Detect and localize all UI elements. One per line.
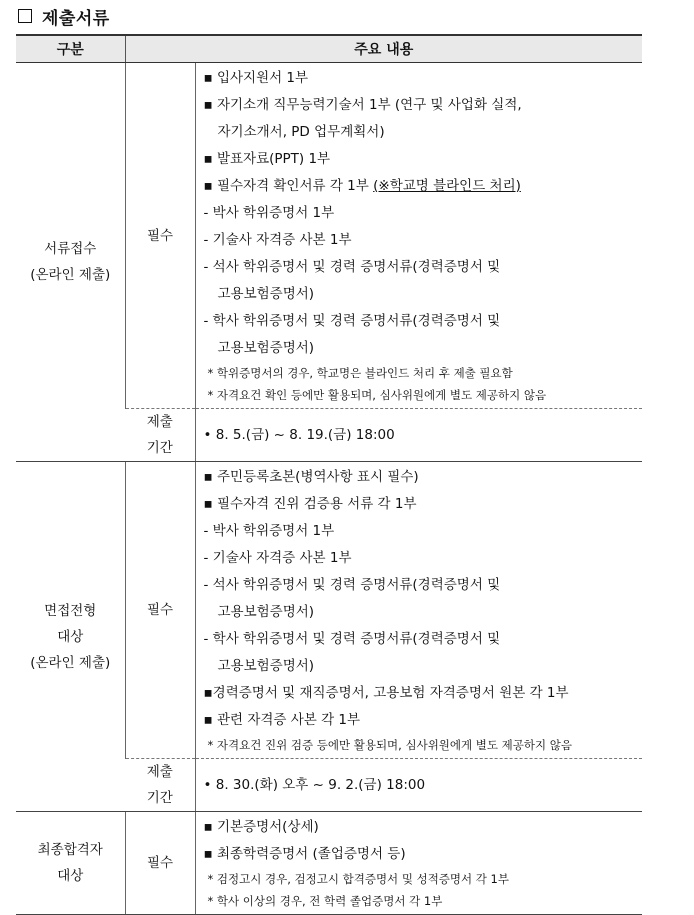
content-line bbox=[204, 65, 643, 92]
line-text: ▪ 자기소개 직무능력기술서 1부 (연구 및 사업화 실적, bbox=[203, 97, 522, 113]
line-text: * 자격요건 진위 검증 등에만 활용되며, 심사위원에게 별도 제공하지 않음 bbox=[207, 738, 572, 752]
content-line bbox=[204, 518, 643, 545]
content-line bbox=[204, 119, 643, 146]
content-line bbox=[204, 146, 643, 173]
content-line bbox=[204, 227, 643, 254]
line-text: - 석사 학위증명서 및 경력 증명서류(경력증명서 및 bbox=[203, 577, 501, 593]
category-cell bbox=[16, 63, 125, 462]
content-line bbox=[204, 92, 643, 119]
line-text: - 박사 학위증명서 1부 bbox=[203, 205, 335, 221]
table-row bbox=[16, 63, 642, 409]
header-content: 주요 내용 bbox=[125, 35, 642, 63]
note-line bbox=[204, 734, 643, 756]
line-text: - 기술사 자격증 사본 1부 bbox=[203, 550, 352, 566]
line-text: - 학사 학위증명서 및 경력 증명서류(경력증명서 및 bbox=[203, 313, 501, 329]
content-line bbox=[204, 491, 643, 518]
category-text: (온라인 제출) bbox=[30, 654, 111, 671]
line-text: * 학위증명서의 경우, 학교명은 블라인드 처리 후 제출 필요함 bbox=[207, 366, 513, 380]
line-text: - 석사 학위증명서 및 경력 증명서류(경력증명서 및 bbox=[203, 259, 501, 275]
required-content bbox=[195, 812, 642, 915]
category-text: 서류접수 bbox=[44, 241, 97, 257]
table-row bbox=[16, 462, 642, 759]
line-text: * 학사 이상의 경우, 전 학력 졸업증명서 각 1부 bbox=[207, 894, 443, 908]
content-line bbox=[204, 308, 643, 335]
content-line bbox=[204, 626, 643, 653]
period-text: • 8. 5.(금) ~ 8. 19.(금) 18:00 bbox=[203, 426, 395, 443]
category-cell bbox=[16, 462, 125, 812]
content-line bbox=[204, 335, 643, 362]
line-text: ▪ 필수자격 진위 검증용 서류 각 1부 bbox=[203, 496, 417, 512]
line-text: ▪경력증명서 및 재직증명서, 고용보험 자격증명서 원본 각 1부 bbox=[203, 685, 569, 701]
content-line bbox=[204, 680, 643, 707]
required-content bbox=[195, 63, 642, 409]
checkbox-square-icon bbox=[18, 9, 32, 23]
line-text: 고용보험증명서) bbox=[217, 286, 315, 302]
line-text: 자기소개서, PD 업무계획서) bbox=[217, 124, 385, 140]
period-value bbox=[195, 759, 642, 812]
line-text: ▪ 입사지원서 1부 bbox=[203, 70, 309, 86]
table-body bbox=[16, 63, 642, 915]
table-header-row bbox=[16, 35, 642, 63]
content-line bbox=[204, 464, 643, 491]
content-line bbox=[204, 254, 643, 281]
content-line bbox=[204, 599, 643, 626]
content-line bbox=[204, 200, 643, 227]
line-text: ▪ 발표자료(PPT) 1부 bbox=[203, 151, 331, 167]
line-text: * 자격요건 확인 등에만 활용되며, 심사위원에게 별도 제공하지 않음 bbox=[207, 388, 547, 402]
period-label-text: 제출 bbox=[146, 764, 173, 780]
category-text: (온라인 제출) bbox=[30, 267, 111, 283]
content-line bbox=[204, 841, 643, 868]
line-text: - 기술사 자격증 사본 1부 bbox=[203, 232, 352, 248]
line-text: ▪ 최종학력증명서 (졸업증명서 등) bbox=[203, 846, 406, 862]
category-text: 대상 bbox=[57, 868, 84, 884]
category-text: 대상 bbox=[57, 628, 84, 645]
period-label bbox=[125, 409, 195, 462]
period-label-text: 기간 bbox=[146, 440, 173, 456]
note-line bbox=[204, 868, 643, 890]
line-text: ▪ 필수자격 확인서류 각 1부 bbox=[203, 178, 374, 194]
content-line bbox=[204, 707, 643, 734]
content-line bbox=[204, 653, 643, 680]
category-cell bbox=[16, 812, 125, 915]
category-text: 최종합격자 bbox=[37, 842, 103, 858]
period-label-text: 기간 bbox=[146, 790, 173, 806]
note-line bbox=[204, 384, 643, 406]
line-text: ▪ 주민등록초본(병역사항 표시 필수) bbox=[203, 469, 419, 485]
documents-table bbox=[16, 34, 642, 915]
content-line bbox=[204, 572, 643, 599]
line-text: ▪ 관련 자격증 사본 각 1부 bbox=[203, 712, 361, 728]
required-label: 필수 bbox=[125, 63, 195, 409]
category-text: 면접전형 bbox=[44, 602, 97, 619]
line-text: 고용보험증명서) bbox=[217, 604, 315, 620]
line-text: 고용보험증명서) bbox=[217, 340, 315, 356]
line-text: * 검정고시 경우, 검정고시 합격증명서 및 성적증명서 각 1부 bbox=[207, 872, 509, 886]
content-line bbox=[204, 281, 643, 308]
line-text: - 박사 학위증명서 1부 bbox=[203, 523, 335, 539]
required-content bbox=[195, 462, 642, 759]
content-line bbox=[204, 545, 643, 572]
content-line bbox=[204, 173, 643, 200]
line-text: 고용보험증명서) bbox=[217, 658, 315, 674]
period-label-text: 제출 bbox=[146, 414, 173, 430]
section-title-text: 제출서류 bbox=[42, 8, 110, 29]
line-text: ▪ 기본증명서(상세) bbox=[203, 819, 319, 835]
required-label: 필수 bbox=[125, 812, 195, 915]
note-line bbox=[204, 362, 643, 384]
period-label bbox=[125, 759, 195, 812]
period-text: • 8. 30.(화) 오후 ~ 9. 2.(금) 18:00 bbox=[203, 776, 426, 793]
underlined-note: (※학교명 블라인드 처리) bbox=[373, 178, 521, 194]
content-line bbox=[204, 814, 643, 841]
line-text: - 학사 학위증명서 및 경력 증명서류(경력증명서 및 bbox=[203, 631, 501, 647]
table-row bbox=[16, 812, 642, 915]
section-title bbox=[18, 4, 110, 28]
required-label: 필수 bbox=[125, 462, 195, 759]
period-value bbox=[195, 409, 642, 462]
header-category: 구분 bbox=[16, 35, 125, 63]
